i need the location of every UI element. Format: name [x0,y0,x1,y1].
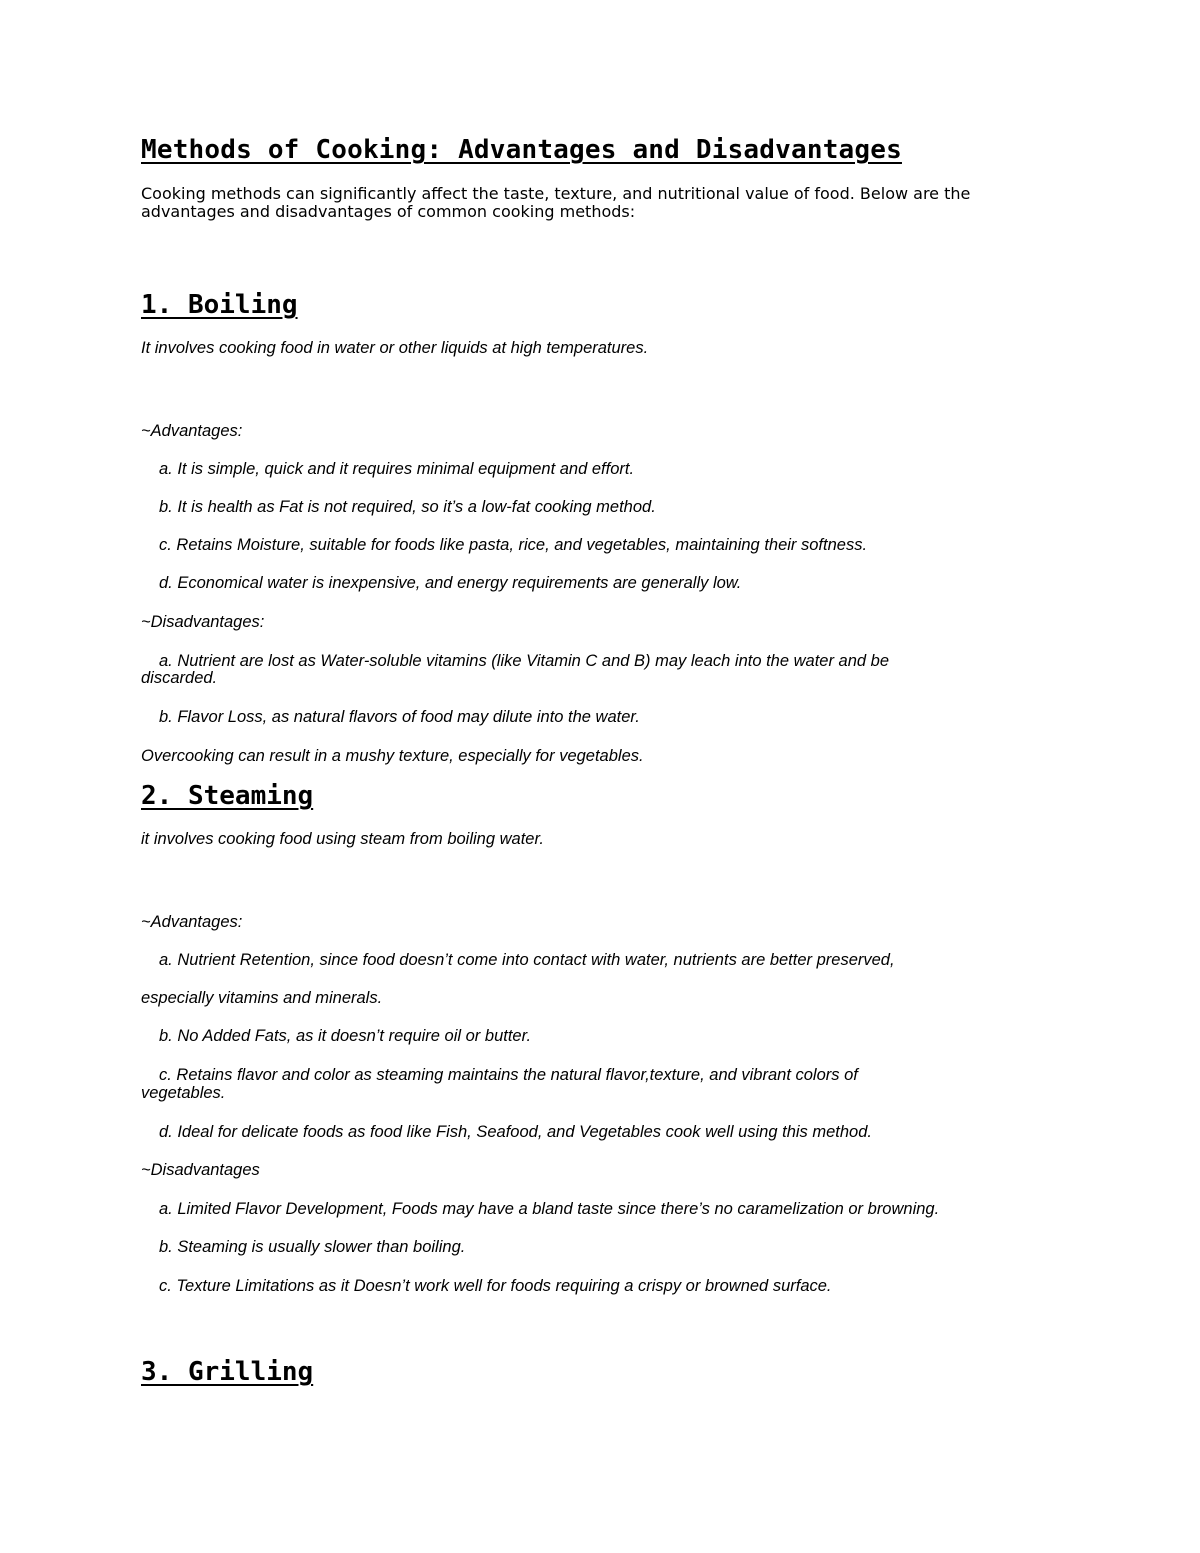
list-item-continuation: especially vitamins and minerals. [141,989,383,1007]
list-item-continuation: vegetables. [141,1084,226,1102]
disadvantages-label: ~Disadvantages: [141,613,265,631]
list-item: b. Steaming is usually slower than boiling. [159,1238,466,1256]
section-description: it involves cooking food using steam from boiling water. [141,830,544,848]
list-item: b. It is health as Fat is not required, so it’s a low-fat cooking method. [159,498,656,516]
list-item: b. No Added Fats, as it doesn’t require oil or butter. [159,1027,532,1045]
list-item: c. Retains Moisture, suitable for foods like pasta, rice, and vegetables, maintaining their softness. [159,536,868,554]
list-item-continuation: discarded. [141,669,218,687]
advantages-label: ~Advantages: [141,913,243,931]
section-heading-boiling: 1. Boiling [141,290,298,320]
section-note: Overcooking can result in a mushy texture, especially for vegetables. [141,747,644,765]
section-heading-steaming: 2. Steaming [141,781,314,811]
disadvantages-label: ~Disadvantages [141,1161,260,1179]
list-item: d. Ideal for delicate foods as food like Fish, Seafood, and Vegetables cook well using this method. [159,1123,872,1141]
intro-line: advantages and disadvantages of common cooking methods: [141,202,636,221]
intro-line: Cooking methods can significantly affect the taste, texture, and nutritional value of food. Below are the [141,184,971,203]
list-item: d. Economical water is inexpensive, and energy requirements are generally low. [159,574,742,592]
document-title: Methods of Cooking: Advantages and Disadvantages [141,135,902,165]
advantages-label: ~Advantages: [141,422,243,440]
list-item: a. Limited Flavor Development, Foods may have a bland taste since there’s no caramelization or browning. [159,1200,940,1218]
list-item: c. Retains flavor and color as steaming maintains the natural flavor,texture, and vibrant colors of [159,1066,858,1084]
list-item: a. Nutrient Retention, since food doesn’t come into contact with water, nutrients are better preserved, [159,951,895,969]
list-item: c. Texture Limitations as it Doesn’t work well for foods requiring a crispy or browned surface. [159,1277,832,1295]
section-description: It involves cooking food in water or other liquids at high temperatures. [141,339,649,357]
list-item: b. Flavor Loss, as natural flavors of food may dilute into the water. [159,708,640,726]
list-item: a. It is simple, quick and it requires minimal equipment and effort. [159,460,635,478]
list-item: a. Nutrient are lost as Water-soluble vitamins (like Vitamin C and B) may leach into the water and be [159,652,890,670]
section-heading-grilling: 3. Grilling [141,1357,314,1387]
